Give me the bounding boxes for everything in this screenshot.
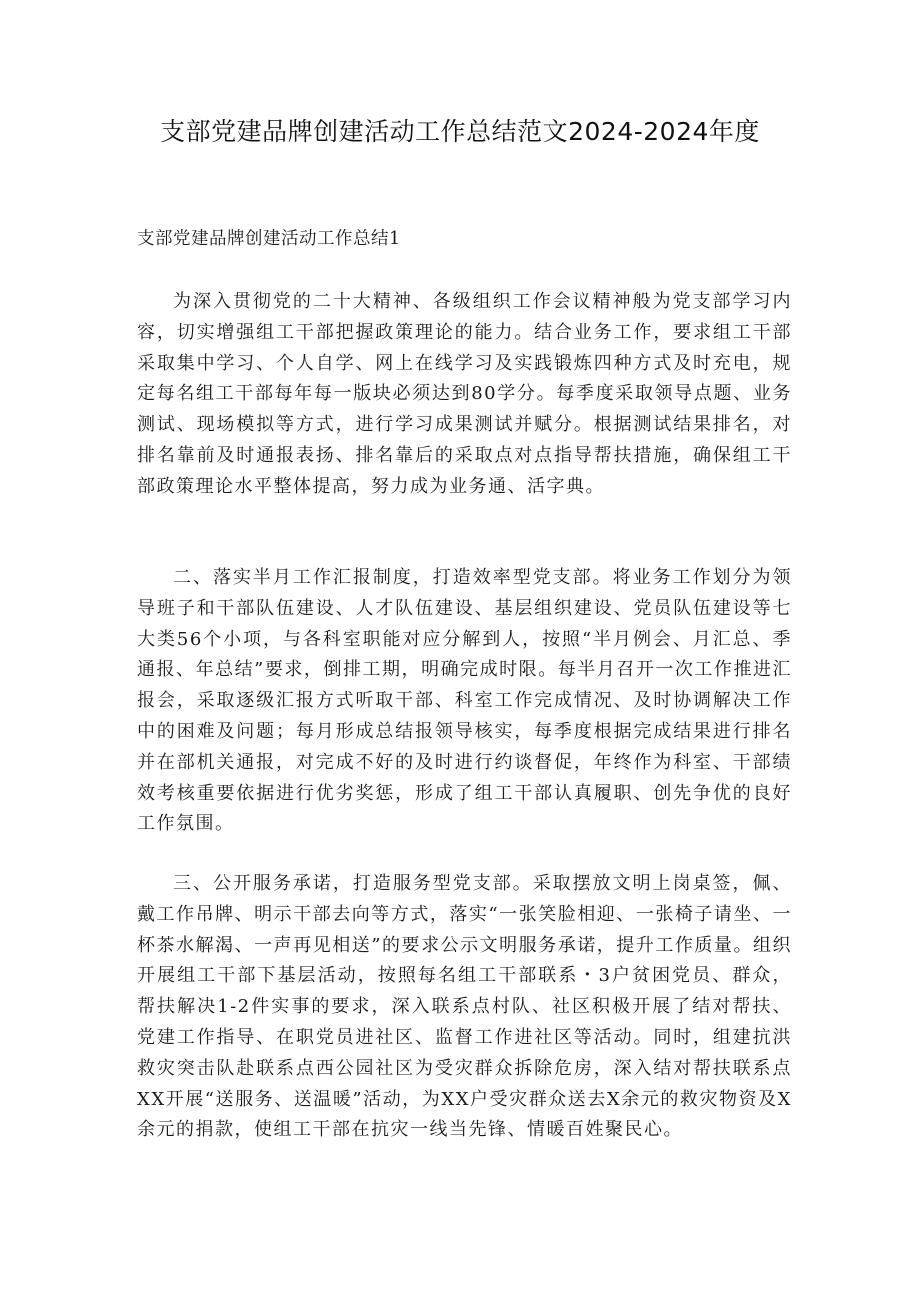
paragraph-study: 为深入贯彻党的二十大精神、各级组织工作会议精神般为党支部学习内容，切实增强组工干部把握政策理论的能力。结合业务工作，要求组工干部采取集中学习、个人自学、网上在线学习及实践锻炼四种方式及时充电，规定每名组工干部每年每一版块必须达到80学分。每季度采取领导点题、业务测试、现场模拟等方式，进行学习成果测试并赋分。根据测试结果排名，对排名靠前及时通报表扬、排名靠后的采取点对点指导帮扶措施，确保组工干部政策理论水平整体提高，努力成为业务通、活字典。 xyxy=(137,291,792,497)
paragraph-report-system: 二、落实半月工作汇报制度，打造效率型党支部。将业务工作划分为领导班子和干部队伍建设、人才队伍建设、基层组织建设、党员队伍建设等七大类56个小项，与各科室职能对应分解到人，按照“半月例会、月汇总、季通报、年总结”要求，倒排工期，明确完成时限。每半月召开一次工作推进汇报会，采取逐级汇报方式听取干部、科室工作完成情况、及时协调解决工作中的困难及问题；每月形成总结报领导核实，每季度根据完成结果进行排名并在部机关通报，对完成不好的及时进行约谈督促，年终作为科室、干部绩效考核重要依据进行优劣奖惩，形成了组工干部认真履职、创先争优的良好工作氛围。 xyxy=(137,567,792,835)
paragraph-service-commitment: 三、公开服务承诺，打造服务型党支部。采取摆放文明上岗桌签，佩、戴工作吊牌、明示干部去向等方式，落实“一张笑脸相迎、一张椅子请坐、一杯茶水解渴、一声再见相送”的要求公示文明服务承诺，提升工作质量。组织开展组工干部下基层活动，按照每名组工干部联系・3户贫困党员、群众，帮扶解决1-2件实事的要求，深入联系点村队、社区积极开展了结对帮扶、党建工作指导、在职党员进社区、监督工作进社区等活动。同时，组建抗洪救灾突击队赴联系点西公园社区为受灾群众拆除危房，深入结对帮扶联系点XX开展“送服务、送温暖”活动，为XX户受灾群众送去X余元的救灾物资及X余元的捐款，使组工干部在抗灾一线当先锋、情暖百姓聚民心。 xyxy=(137,873,792,1141)
document-title: 支部党建品牌创建活动工作总结范文2024-2024年度 xyxy=(160,117,760,146)
section-subtitle: 支部党建品牌创建活动工作总结1 xyxy=(137,229,401,249)
